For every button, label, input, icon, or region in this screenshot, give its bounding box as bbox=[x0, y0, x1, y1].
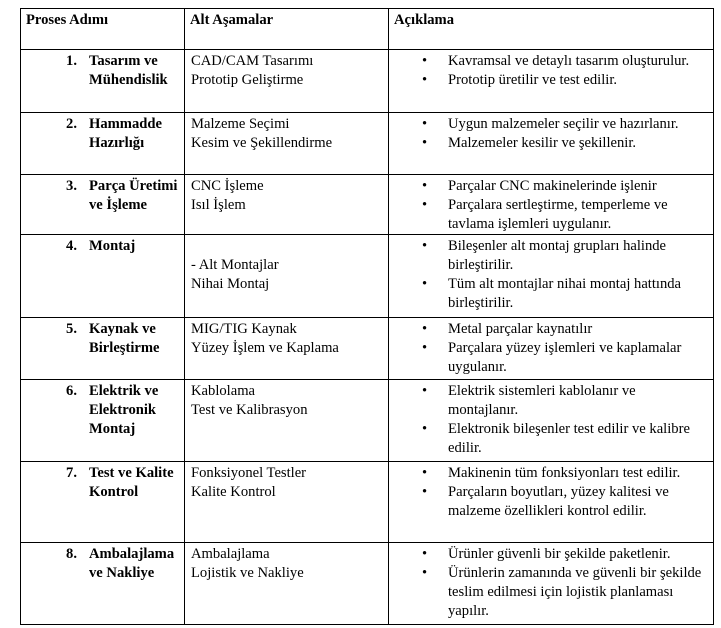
table-row bbox=[21, 462, 714, 543]
description-item: • Tüm alt montajlar nihai montaj hattında birleştirilir. bbox=[389, 275, 707, 313]
description-item: • Parçalara sertleştirme, temperleme ve tavlama işlemleri uygulanır. bbox=[389, 196, 707, 234]
step-cell bbox=[21, 380, 185, 462]
substep-item: Prototip Geliştirme bbox=[191, 72, 304, 88]
header-cell-description bbox=[389, 9, 714, 50]
substep-spacer bbox=[191, 237, 388, 256]
step-name: Montaj bbox=[89, 238, 136, 254]
description-cell bbox=[389, 175, 714, 235]
description-list bbox=[389, 543, 713, 621]
table-row bbox=[21, 50, 714, 113]
table-row bbox=[21, 113, 714, 175]
substeps-cell bbox=[185, 113, 389, 175]
description-item: • Parçalar CNC makinelerinde işlenir bbox=[389, 177, 707, 196]
header-cell-substeps bbox=[185, 9, 389, 50]
step-name: Parça Üretimi ve İşleme bbox=[89, 178, 178, 213]
step-cell bbox=[21, 113, 185, 175]
table-row bbox=[21, 380, 714, 462]
substeps-cell bbox=[185, 318, 389, 380]
substep-item: Kalite Kontrol bbox=[191, 484, 276, 500]
step-number: 2. bbox=[66, 116, 77, 132]
header-description-label: Açıklama bbox=[394, 12, 454, 28]
step-name: Kaynak ve Birleştirme bbox=[89, 321, 160, 356]
description-cell bbox=[389, 235, 714, 318]
description-list bbox=[389, 380, 713, 458]
description-item: • Bileşenler alt montaj grupları halinde birleştirilir. bbox=[389, 237, 707, 275]
substep-item: Fonksiyonel Testler bbox=[191, 465, 307, 481]
step-name: Ambalajlama ve Nakliye bbox=[89, 546, 175, 581]
step-number: 7. bbox=[66, 465, 77, 481]
description-list bbox=[389, 175, 713, 234]
step-number: 8. bbox=[66, 546, 77, 562]
substep-item: MIG/TIG Kaynak bbox=[191, 321, 297, 337]
description-list bbox=[389, 462, 713, 521]
substep-item: Yüzey İşlem ve Kaplama bbox=[191, 340, 339, 356]
step-number: 6. bbox=[66, 383, 77, 399]
step-name: Test ve Kalite Kontrol bbox=[89, 465, 174, 500]
description-item: • Ürünler güvenli bir şekilde paketlenir. bbox=[389, 545, 707, 564]
step-number: 4. bbox=[66, 238, 77, 254]
description-item: • Parçalara yüzey işlemleri ve kaplamalar uygulanır. bbox=[389, 339, 707, 377]
header-step-label: Proses Adımı bbox=[26, 12, 109, 28]
step-number: 5. bbox=[66, 321, 77, 337]
description-list bbox=[389, 113, 713, 153]
substeps-cell bbox=[185, 380, 389, 462]
description-item: • Kavramsal ve detaylı tasarım oluşturulur. bbox=[389, 52, 707, 71]
step-cell bbox=[21, 543, 185, 625]
header-row bbox=[21, 9, 714, 50]
substep-item: Ambalajlama bbox=[191, 546, 270, 562]
description-cell bbox=[389, 113, 714, 175]
description-list bbox=[389, 50, 713, 90]
description-item: • Malzemeler kesilir ve şekillenir. bbox=[389, 134, 707, 153]
description-list bbox=[389, 318, 713, 377]
description-cell bbox=[389, 50, 714, 113]
substeps-cell bbox=[185, 50, 389, 113]
step-number: 3. bbox=[66, 178, 77, 194]
step-cell bbox=[21, 462, 185, 543]
process-table bbox=[20, 8, 714, 625]
substep-item: Kablolama bbox=[191, 383, 256, 399]
step-cell bbox=[21, 50, 185, 113]
description-item: • Prototip üretilir ve test edilir. bbox=[389, 71, 707, 90]
substep-item: Lojistik ve Nakliye bbox=[191, 565, 304, 581]
description-item: • Elektronik bileşenler test edilir ve kalibre edilir. bbox=[389, 420, 707, 458]
substeps-cell bbox=[185, 543, 389, 625]
description-cell bbox=[389, 318, 714, 380]
step-cell bbox=[21, 318, 185, 380]
header-cell-step bbox=[21, 9, 185, 50]
substep-item: CNC İşleme bbox=[191, 178, 264, 194]
step-number: 1. bbox=[66, 53, 77, 69]
description-cell bbox=[389, 462, 714, 543]
description-cell bbox=[389, 543, 714, 625]
description-item: • Parçaların boyutları, yüzey kalitesi ve malzeme özellikleri kontrol edilir. bbox=[389, 483, 707, 521]
table-row bbox=[21, 318, 714, 380]
step-name: Tasarım ve Mühendislik bbox=[89, 53, 168, 88]
step-name: Hammadde Hazırlığı bbox=[89, 116, 162, 151]
table-row bbox=[21, 543, 714, 625]
substep-item: Isıl İşlem bbox=[191, 197, 246, 213]
table-row bbox=[21, 175, 714, 235]
description-item: • Ürünlerin zamanında ve güvenli bir şekilde teslim edilmesi için lojistik planlaması yapılır. bbox=[389, 564, 707, 621]
substep-item: - Alt Montajlar bbox=[191, 257, 279, 273]
substeps-cell bbox=[185, 175, 389, 235]
substep-item: Nihai Montaj bbox=[191, 276, 270, 292]
step-cell bbox=[21, 175, 185, 235]
description-item: • Uygun malzemeler seçilir ve hazırlanır. bbox=[389, 115, 707, 134]
substep-item: CAD/CAM Tasarımı bbox=[191, 53, 314, 69]
substep-item: Malzeme Seçimi bbox=[191, 116, 290, 132]
description-list bbox=[389, 235, 713, 313]
substeps-cell bbox=[185, 462, 389, 543]
substep-item: Test ve Kalibrasyon bbox=[191, 402, 308, 418]
step-cell bbox=[21, 235, 185, 318]
step-name: Elektrik ve Elektronik Montaj bbox=[89, 383, 159, 437]
substep-item: Kesim ve Şekillendirme bbox=[191, 135, 333, 151]
table-row bbox=[21, 235, 714, 318]
description-item: • Makinenin tüm fonksiyonları test edilir. bbox=[389, 464, 707, 483]
description-cell bbox=[389, 380, 714, 462]
header-substeps-label: Alt Aşamalar bbox=[190, 12, 274, 28]
description-item: • Metal parçalar kaynatılır bbox=[389, 320, 707, 339]
substeps-cell bbox=[185, 235, 389, 318]
description-item: • Elektrik sistemleri kablolanır ve montajlanır. bbox=[389, 382, 707, 420]
